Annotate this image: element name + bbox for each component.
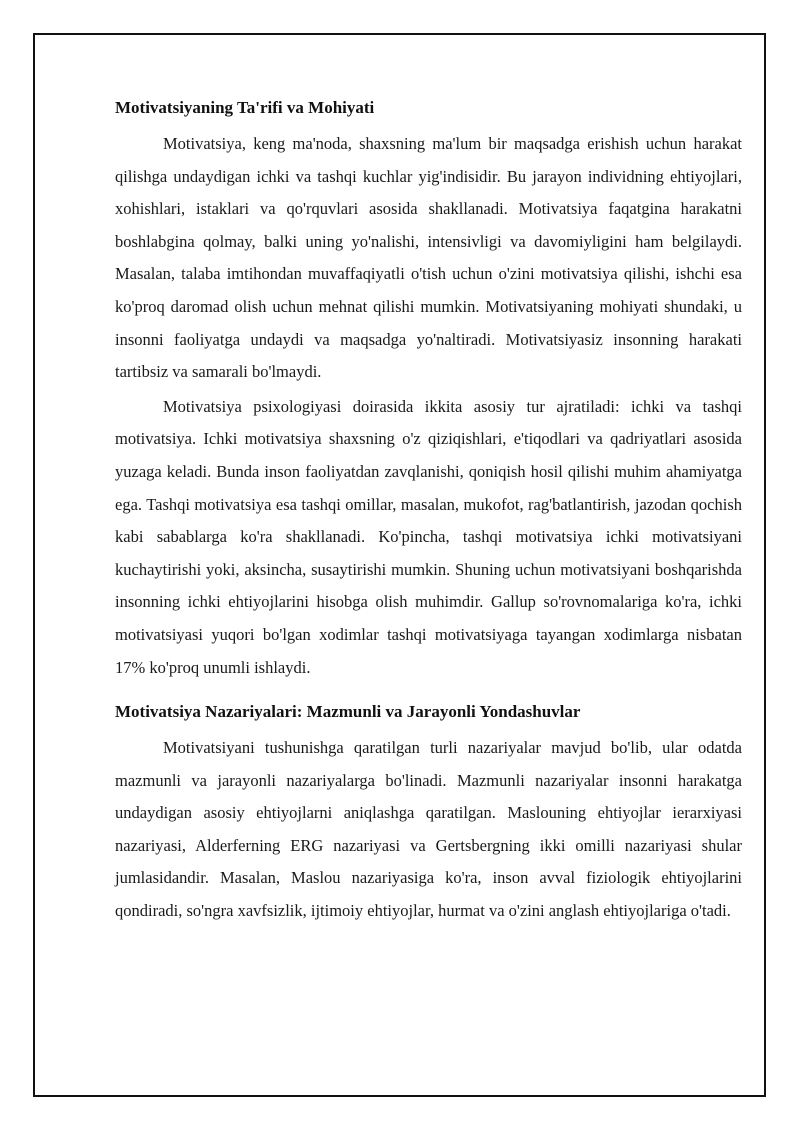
section-heading-theories: Motivatsiya Nazariyalari: Mazmunli va Jarayonli Yondashuvlar — [115, 702, 581, 722]
paragraph-types: Motivatsiya psixologiyasi doirasida ikkita asosiy tur ajratiladi: ichki va tashqi motivatsiya. Ichki motivatsiya shaxsning o'z qiziqishlari, e'tiqodlari va qadriyatlari asosida yuzaga keladi. Bunda inson faoliyatdan zavqlanishi, qoniqish hosil qilishi muhim ahamiyatga ega. Tashqi motivatsiya esa tashqi omillar, masalan, mukofot, rag'batlantirish, jazodan qochish kabi sabablarga ko'ra shakllanadi. Ko'pincha, tashqi motivatsiya ichki motivatsiyani kuchaytirishi yoki, aksincha, susaytirishi mumkin. Shuning uchun motivatsiyani boshqarishda insonning ichki ehtiyojlarini hisobga olish muhimdir. Gallup so'rovnomalariga ko'ra, ichki motivatsiyasi yuqori bo'lgan xodimlar tashqi motivatsiyaga tayangan xodimlarga nisbatan 17% ko'proq unumli ishlaydi. — [115, 396, 742, 677]
paragraph-definition: Motivatsiya, keng ma'noda, shaxsning ma'lum bir maqsadga erishish uchun harakat qilishga undaydigan ichki va tashqi kuchlar yig'indisidir. Bu jarayon individning ehtiyojlari, xohishlari, istaklari va qo'rquvlari asosida shakllanadi. Motivatsiya faqatgina harakatni boshlabgina qolmay, balki uning yo'nalishi, intensivligi va davomiyligini ham belgilaydi. Masalan, talaba imtihondan muvaffaqiyatli o'tish uchun o'zini motivatsiya qilishi, ishchi esa ko'proq daromad olish uchun mehnat qilishi mumkin. Motivatsiyaning mohiyati shundaki, u insonni faoliyatga undaydi va maqsadga yo'naltiradi. Motivatsiyasiz insonning harakati tartibsiz va samarali bo'lmaydi. — [115, 134, 742, 382]
paragraph-theories: Motivatsiyani tushunishga qaratilgan turli nazariyalar mavjud bo'lib, ular odatda mazmunli va jarayonli nazariyalarga bo'linadi. Mazmunli nazariyalar insonni harakatga undaydigan asosiy ehtiyojlarni aniqlashga qaratilgan. Maslouning ehtiyojlar ierarxiyasi nazariyasi, Alderferning ERG nazariyasi va Gertsbergning ikki omilli nazariyasi shular jumlasidandir. Masalan, Maslou nazariyasiga ko'ra, inson avval fiziologik ehtiyojlarini qondiradi, so'ngra xavfsizlik, ijtimoiy ehtiyojlar, hurmat va o'zini anglash ehtiyojlariga o'tadi. — [115, 738, 742, 921]
document-body — [115, 96, 742, 930]
section-heading-definition: Motivatsiyaning Ta'rifi va Mohiyati — [115, 98, 375, 117]
